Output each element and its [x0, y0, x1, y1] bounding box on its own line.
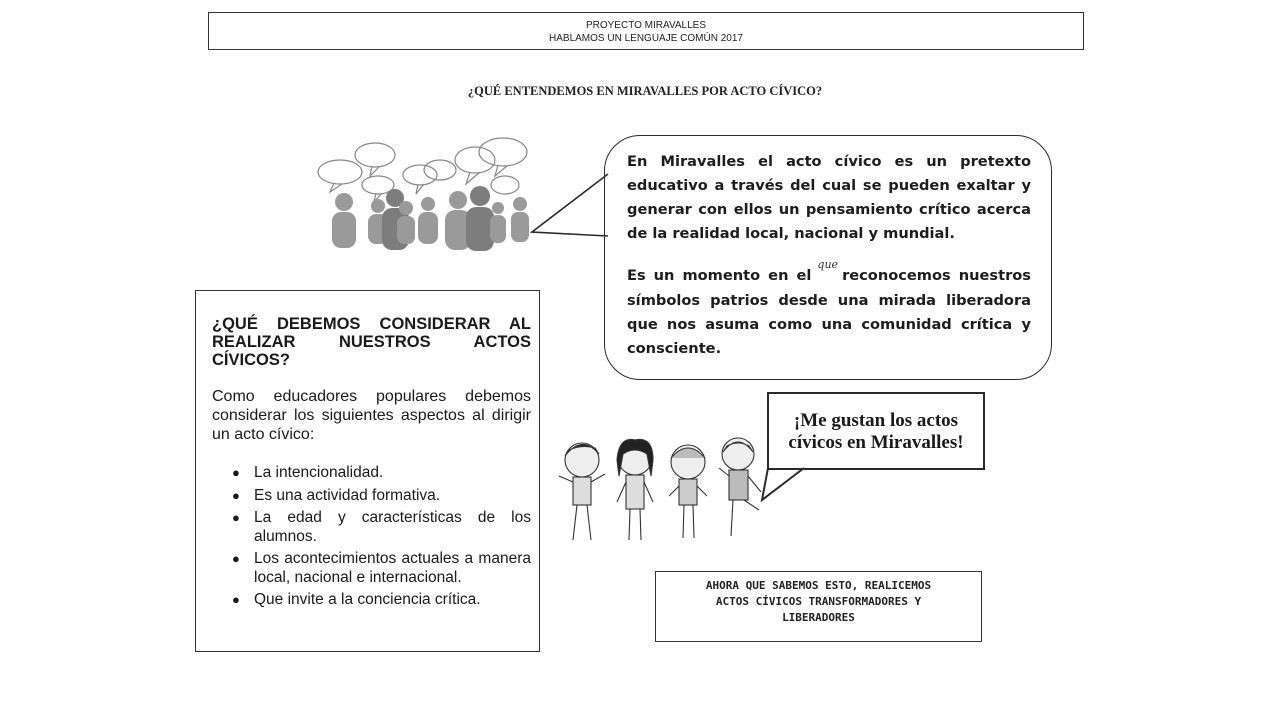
handwritten-correction: que — [817, 258, 839, 271]
considerations-box — [195, 290, 540, 652]
children-illustration — [555, 432, 775, 550]
speech-bubble-tail — [530, 170, 610, 240]
list-item: ● Es una actividad formativa. — [232, 486, 441, 504]
kids-bubble-line-2: cívicos en Miravalles! — [788, 432, 964, 453]
considerations-title: ¿QUÉ DEBEMOS CONSIDERAR AL REALIZAR NUESTROS ACTOS CÍVICOS? — [212, 315, 531, 369]
kids-bubble-tail — [760, 466, 820, 502]
list-item: ● La edad y características de los alumnos. — [232, 509, 531, 545]
definition-speech-bubble — [604, 135, 1052, 380]
list-item: ● Que invite a la conciencia crítica. — [232, 591, 481, 608]
definition-p2-before: Es un momento en el — [627, 267, 812, 284]
definition-p2-after: reconocemos nuestros símbolos patrios desde una mirada liberadora que nos asuma como una comunidad crítica y consciente. — [627, 267, 1031, 357]
bullet-icon: ● — [232, 487, 240, 503]
considerations-list — [212, 464, 531, 610]
header-line-2: HABLAMOS UN LENGUAJE COMÚN 2017 — [549, 33, 743, 44]
kids-speech-bubble — [767, 392, 985, 470]
list-item: ● La intencionalidad. — [232, 464, 384, 481]
bullet-icon: ● — [232, 465, 240, 480]
closing-line-3: LIBERADORES — [782, 611, 855, 624]
page-title: ¿QUÉ ENTENDEMOS EN MIRAVALLES POR ACTO CÍVICO? — [467, 84, 823, 98]
bullet-icon: ● — [232, 551, 240, 566]
closing-line-1: AHORA QUE SABEMOS ESTO, REALICEMOS — [705, 579, 932, 592]
bullet-icon: ● — [232, 510, 240, 525]
closing-line-2: ACTOS CÍVICOS TRANSFORMADORES Y — [715, 595, 922, 608]
closing-message-box — [655, 571, 982, 642]
considerations-intro: Como educadores populares debemos considerar los siguientes aspectos al dirigir un acto cívico: — [212, 388, 531, 443]
crowd-illustration — [300, 130, 550, 260]
definition-paragraph-2 — [627, 258, 1031, 361]
kids-bubble-line-1: ¡Me gustan los actos — [793, 410, 959, 431]
definition-paragraph-1: En Miravalles el acto cívico es un pretexto educativo a través del cual se pueden exaltar y generar con ellos un pensamiento crítico acerca de la realidad local, nacional y mundial. — [627, 153, 1031, 242]
bullet-icon: ● — [232, 592, 240, 607]
header-line-1: PROYECTO MIRAVALLES — [585, 20, 707, 31]
project-header — [208, 12, 1084, 50]
list-item: ● Los acontecimientos actuales a manera local, nacional e internacional. — [232, 550, 531, 586]
